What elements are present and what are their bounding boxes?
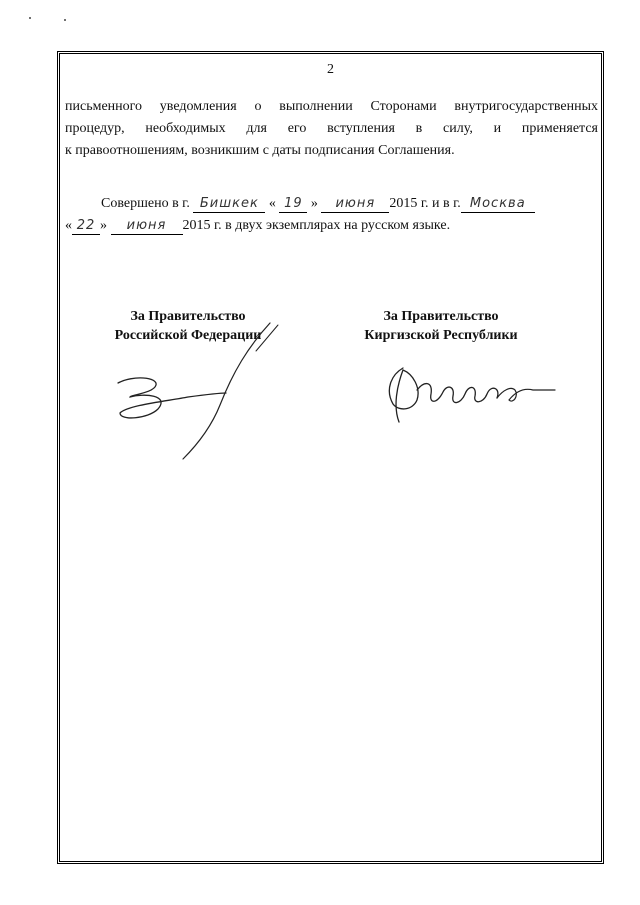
quote-open: « [268,196,276,211]
city-1-handwritten: Бишкек [193,196,265,213]
signatory-russia [88,307,288,345]
page-frame [57,51,604,864]
page-number: 2 [327,62,334,77]
signatory-russia-line2: Российской Федерации [114,328,262,343]
body-paragraph [65,96,598,162]
signature-kyrgyzstan [373,360,563,430]
signatory-kyrgyzstan [341,307,541,345]
day-2-handwritten: 22 [72,218,100,235]
paragraph-line: процедур, необходимых для его вступления в силу, и применяется [65,121,598,136]
quote-open: « [65,218,72,233]
signatory-kyrgyzstan-line1: За Правительство [383,309,499,324]
year-text-1: 2015 г. и в г. [389,196,461,211]
month-2-handwritten: июня [111,218,183,235]
paragraph-line: к правоотношениям, возникшим с даты подписания Соглашения. [65,143,455,158]
completion-prefix: Совершено в г. [101,196,190,211]
completion-line-1 [101,193,535,215]
scan-speck [64,19,66,21]
paragraph-line: письменного уведомления о выполнении Сторонами внутригосударственных [65,99,598,114]
signatory-kyrgyzstan-line2: Киргизской Республики [364,328,518,343]
day-1-handwritten: 19 [279,196,307,213]
month-1-handwritten: июня [321,196,389,213]
completion-line-2 [65,215,450,237]
city-2-handwritten: Москва [461,196,535,213]
signature-russia [108,317,298,462]
scan-speck [29,17,31,19]
completion-suffix: 2015 г. в двух экземплярах на русском языке. [182,218,451,233]
signatory-russia-line1: За Правительство [130,309,246,324]
quote-close: » [310,196,318,211]
quote-close: » [100,218,107,233]
